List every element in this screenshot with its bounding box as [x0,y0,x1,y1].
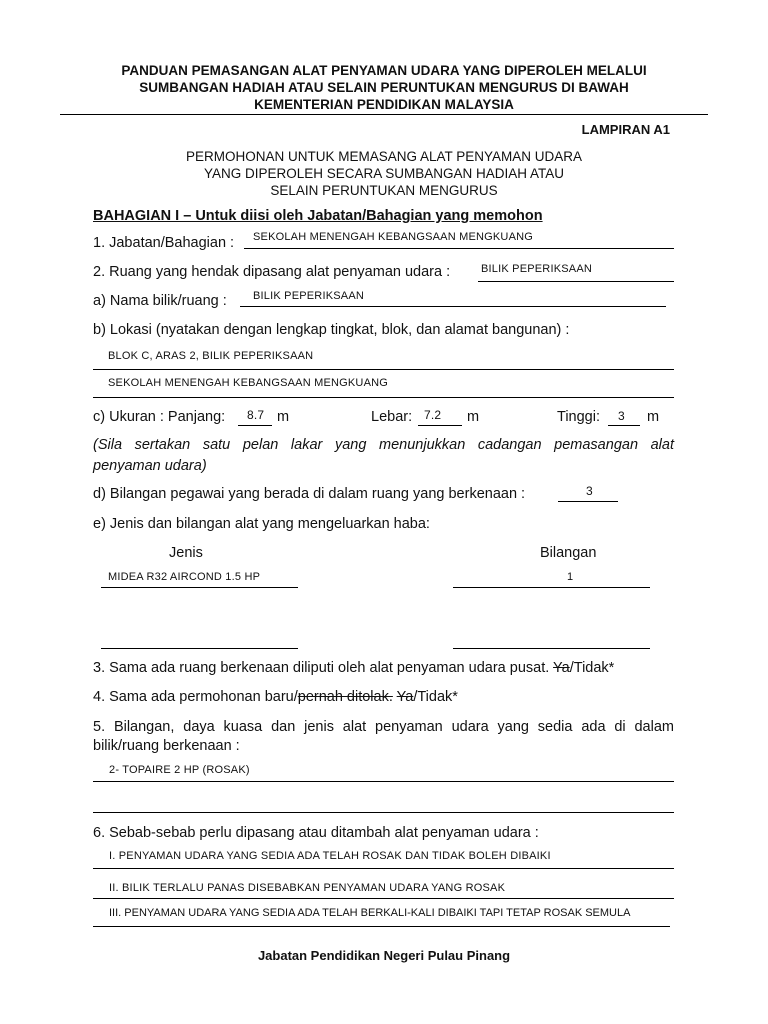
q6-underline-1 [93,868,674,869]
q2c-panjang-unit: m [277,409,290,425]
q2d-label: d) Bilangan pegawai yang berada di dalam ruang yang berkenaan : [93,486,526,502]
q4-row [93,689,458,705]
q1-answer[interactable]: SEKOLAH MENENGAH KEBANGSAAN MENGKUANG [253,231,534,243]
q6-reason-1[interactable]: I. PENYAMAN UDARA YANG SEDIA ADA TELAH ROSAK DAN TIDAK BOLEH DIBAIKI [109,850,551,862]
q3-option-tidak[interactable]: /Tidak* [569,660,615,676]
note-line-2: penyaman udara) [93,458,207,474]
q2e-label: e) Jenis dan bilangan alat yang mengeluarkan haba: [93,516,430,532]
q2c-lebar-unit: m [467,409,480,425]
q2b-answer-line-2[interactable]: SEKOLAH MENENGAH KEBANGSAAN MENGKUANG [108,377,389,389]
q4-struck-text: pernah ditolak. [297,689,393,705]
header-divider [60,114,708,115]
q2e-jenis-underline-2 [101,648,298,649]
q2-underline [478,281,674,282]
q2c-lebar-underline [418,425,462,426]
q2a-label: a) Nama bilik/ruang : [93,293,227,309]
q2-answer[interactable]: BILIK PEPERIKSAAN [481,263,592,275]
q6-underline-3 [93,926,670,927]
doc-header-line-1: PANDUAN PEMASANGAN ALAT PENYAMAN UDARA YANG DIPEROLEH MELALUI [121,63,647,78]
q1-label: 1. Jabatan/Bahagian : [93,235,235,251]
q2e-jenis-value[interactable]: MIDEA R32 AIRCOND 1.5 HP [108,571,261,583]
q2c-label-tinggi: Tinggi: [557,409,600,425]
q2e-bilangan-value[interactable]: 1 [567,571,574,583]
q2e-bilangan-underline-1 [453,587,650,588]
q2c-tinggi-underline [608,425,640,426]
q2c-lebar-value[interactable]: 7.2 [424,408,442,422]
doc-header-line-2: SUMBANGAN HADIAH ATAU SELAIN PERUNTUKAN MENGURUS DI BAWAH [139,80,629,95]
q2e-col-jenis: Jenis [169,545,203,561]
q2d-underline [558,501,618,502]
q5-underline-1 [93,781,674,782]
q2c-tinggi-unit: m [647,409,660,425]
q5-answer[interactable]: 2- TOPAIRE 2 HP (ROSAK) [109,764,250,776]
q6-reason-2[interactable]: II. BILIK TERLALU PANAS DISEBABKAN PENYAMAN UDARA YANG ROSAK [109,882,506,894]
q2a-underline [240,306,666,307]
q3-row [93,660,614,676]
q4-label: 4. Sama ada permohonan baru/ [93,689,298,705]
q5-label-line-1: 5. Bilangan, daya kuasa dan jenis alat penyaman udara yang sedia ada di dalam [93,719,674,735]
q5-label-line-2: bilik/ruang berkenaan : [93,738,240,754]
doc-header-line-3: KEMENTERIAN PENDIDIKAN MALAYSIA [254,97,514,112]
note-line-1: (Sila sertakan satu pelan lakar yang menunjukkan cadangan pemasangan alat [93,437,674,453]
q2b-underline-2 [93,397,674,398]
q2c-label-lebar: Lebar: [371,409,413,425]
q2e-bilangan-underline-2 [453,648,650,649]
q6-reason-3[interactable]: III. PENYAMAN UDARA YANG SEDIA ADA TELAH BERKALI-KALI DIBAIKI TAPI TETAP ROSAK SEMULA [109,907,631,919]
q2c-panjang-value[interactable]: 8.7 [247,408,265,422]
doc-footer: Jabatan Pendidikan Negeri Pulau Pinang [257,948,511,963]
q3-option-ya[interactable]: Ya [553,660,570,676]
section-heading: BAHAGIAN I – Untuk diisi oleh Jabatan/Bahagian yang memohon [93,208,543,224]
q2c-panjang-underline [238,425,272,426]
q2e-jenis-underline-1 [101,587,298,588]
q5-underline-2 [93,812,674,813]
q4-option-tidak[interactable]: /Tidak* [413,689,458,705]
q2c-tinggi-value[interactable]: 3 [618,409,625,423]
form-title-line-1: PERMOHONAN UNTUK MEMASANG ALAT PENYAMAN UDARA [185,149,583,164]
q2c-label-panjang: c) Ukuran : Panjang: [93,409,226,425]
form-title-line-2: YANG DIPEROLEH SECARA SUMBANGAN HADIAH ATAU [203,166,565,181]
q4-option-ya[interactable]: Ya [396,689,414,705]
q1-underline [244,248,674,249]
q6-underline-2 [93,898,674,899]
q2b-answer-line-1[interactable]: BLOK C, ARAS 2, BILIK PEPERIKSAAN [108,350,314,362]
q3-label: 3. Sama ada ruang berkenaan diliputi oleh alat penyaman udara pusat. [93,660,550,676]
q6-label: 6. Sebab-sebab perlu dipasang atau ditambah alat penyaman udara : [93,825,539,841]
q2b-underline-1 [93,369,674,370]
q2a-answer[interactable]: BILIK PEPERIKSAAN [253,290,364,302]
q2b-label: b) Lokasi (nyatakan dengan lengkap tingkat, blok, dan alamat bangunan) : [93,322,570,338]
lampiran-label: LAMPIRAN A1 [581,122,670,137]
q2-label: 2. Ruang yang hendak dipasang alat penyaman udara : [93,264,451,280]
q2d-answer[interactable]: 3 [586,484,593,498]
form-title-line-3: SELAIN PERUNTUKAN MENGURUS [270,183,498,198]
q2e-col-bilangan: Bilangan [540,545,597,561]
